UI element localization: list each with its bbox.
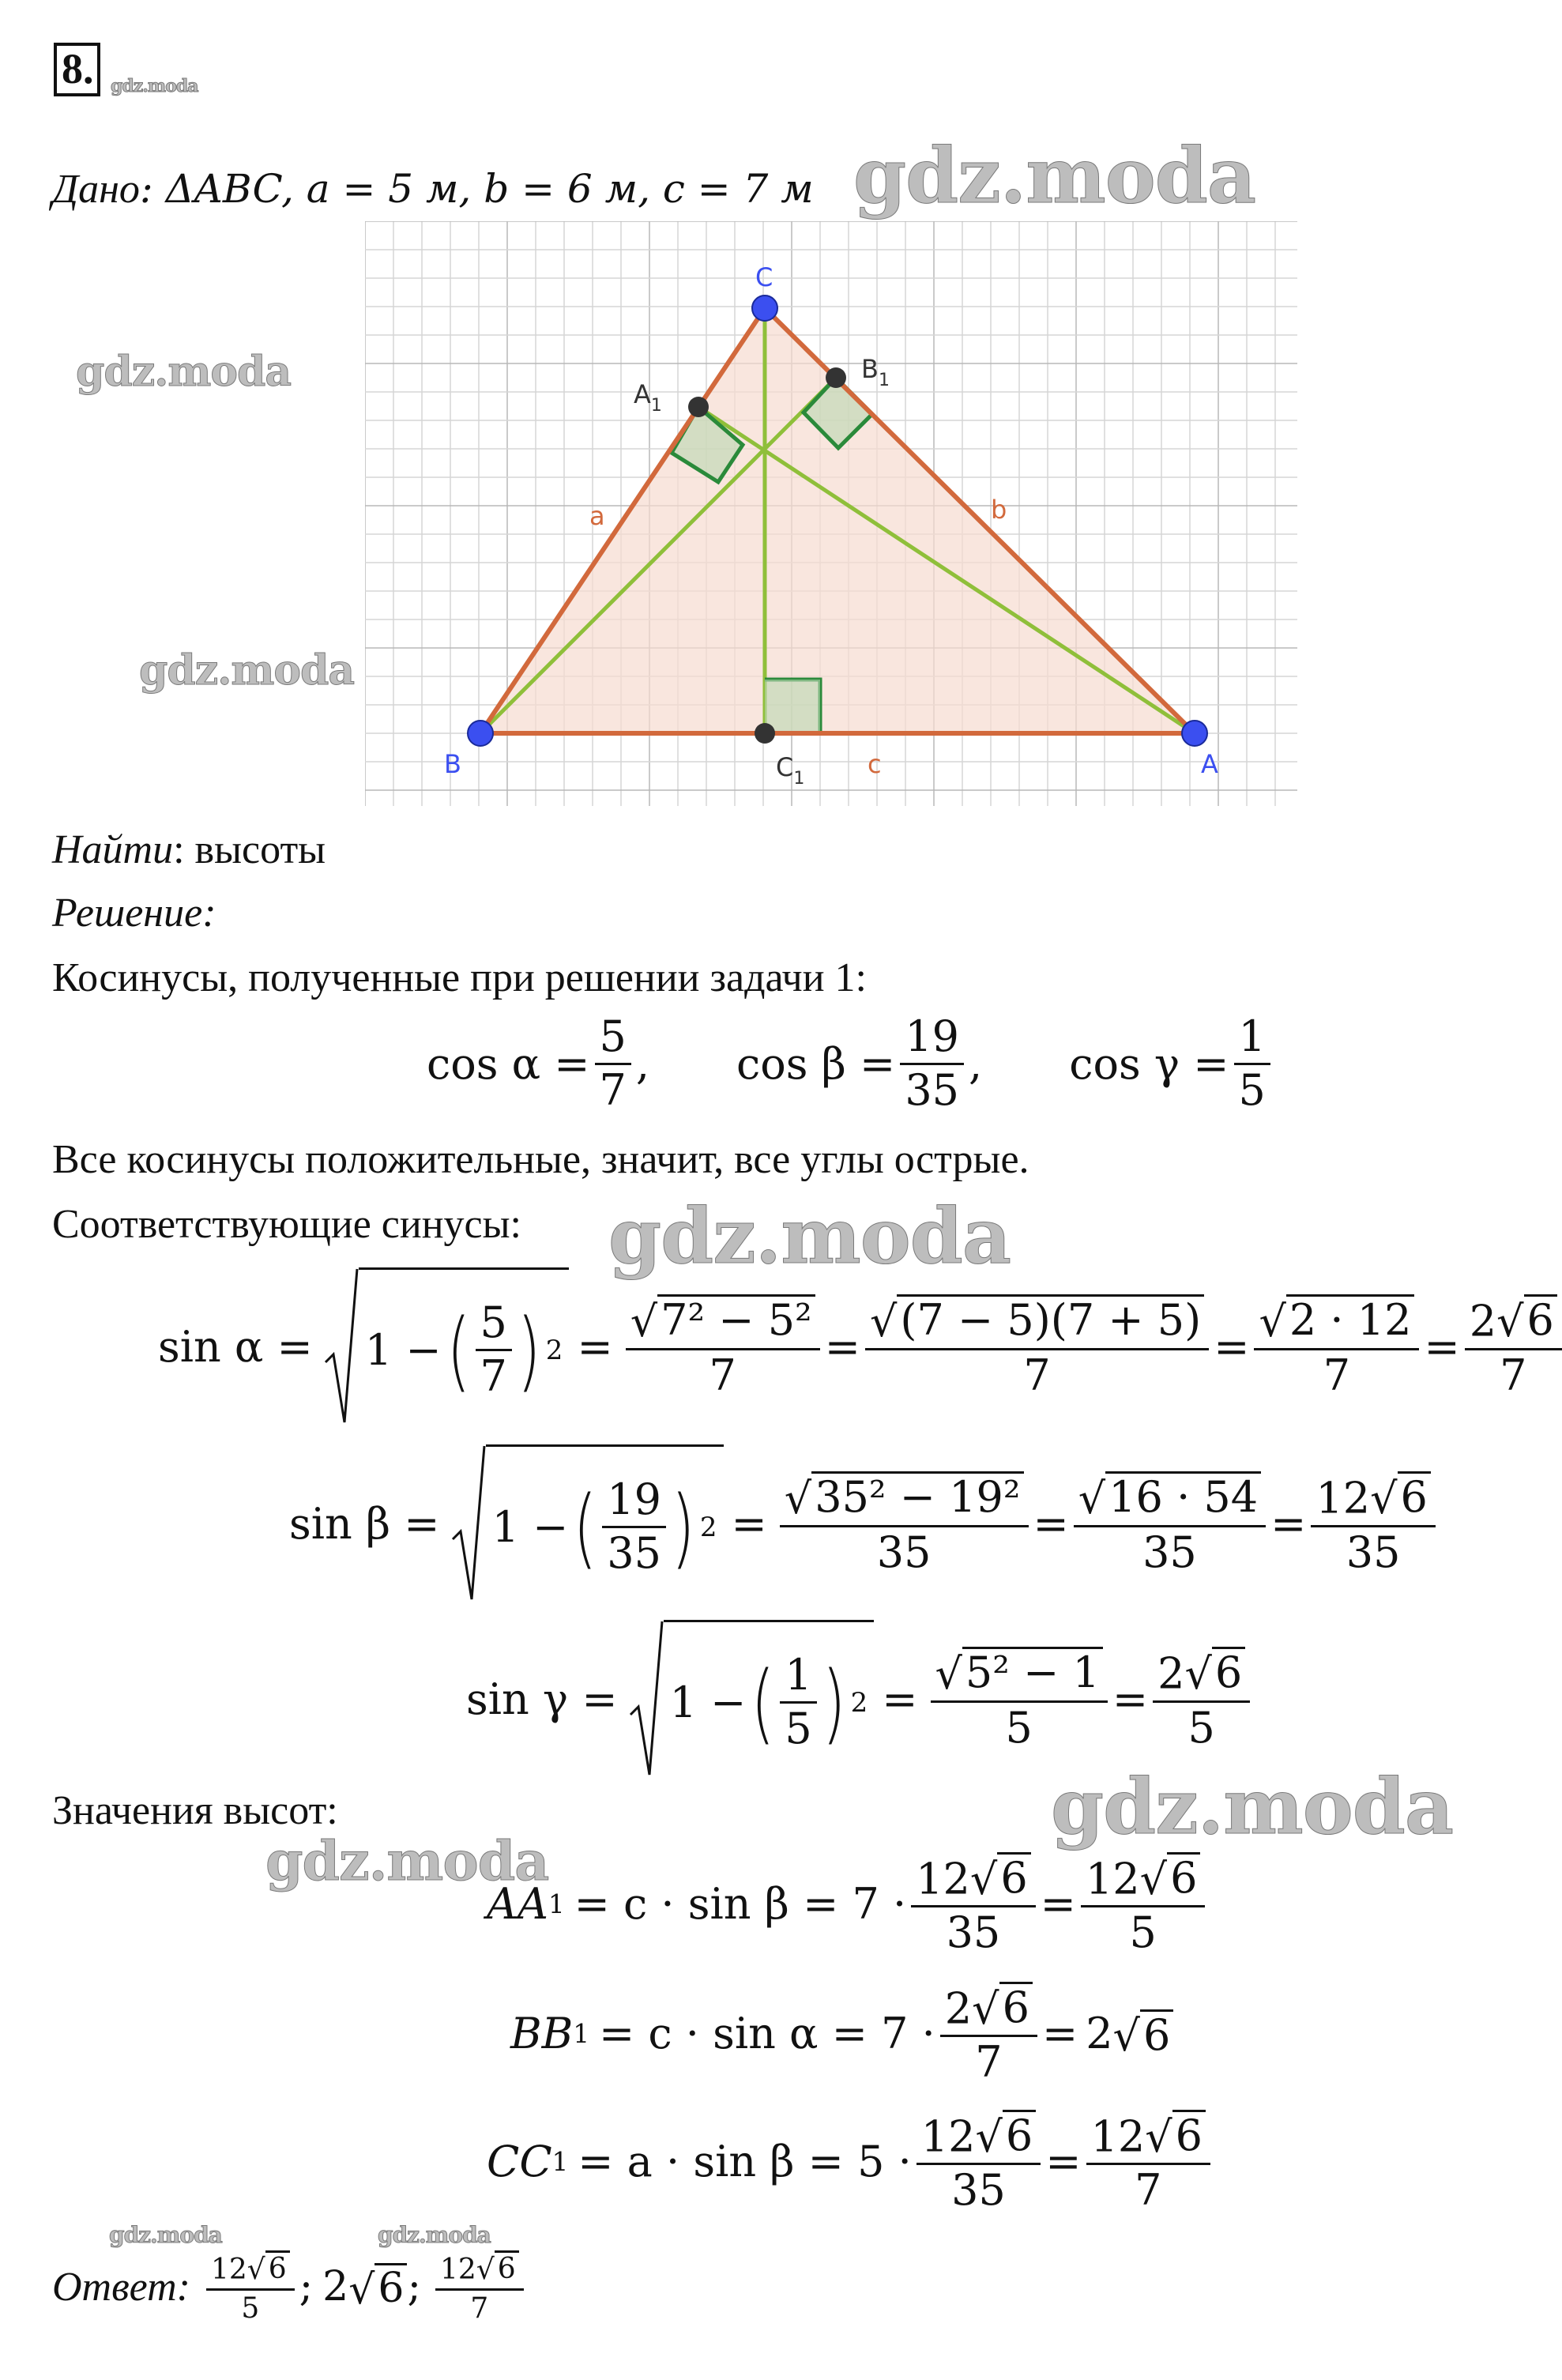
sin-alpha-row: sin α = 1 − ( $\frac{5}{7}$ ) 2 = √ 7² − 5² 7 = √ (7 − 5)(7 + 5) 7 = √ 2 · 12 7 = 2 √ 6 7	[158, 1267, 1562, 1425]
watermark: gdz.moda	[608, 1192, 1011, 1281]
height-CC1-row: CC 1 = a · sin β = 5 · 12 √ 6 35 = 12 √ 6 7	[487, 2110, 1215, 2213]
watermark: gdz.moda	[1051, 1762, 1454, 1851]
watermark: gdz.moda	[378, 2222, 491, 2248]
watermark: gdz.moda	[109, 2222, 222, 2248]
label-side-a: a	[589, 501, 605, 531]
sin-gamma-row: sin γ = 1 − ( $\frac{1}{5}$ ) 2 = √ 5² − 1 5 = 2 √ 6 5	[466, 1620, 1255, 1778]
sin-beta-row: sin β = 1 − ( $\frac{19}{35}$ ) 2 = √ 35² − 19² 35 = √ 16 · 54 35 = 12 √ 6 35	[289, 1444, 1440, 1602]
find-line	[52, 827, 326, 872]
point-B1	[826, 367, 846, 388]
cos-row	[427, 1011, 1275, 1115]
heights-intro: Значения высот:	[52, 1788, 338, 1833]
label-B: B	[444, 749, 461, 779]
label-side-c: c	[868, 749, 882, 779]
answer-label: Ответ:	[52, 2264, 190, 2310]
answer-row: Ответ: 12 √ 6 5 ; 2 √ 6 ; 12 √ 6 7	[52, 2250, 529, 2323]
label-C: C	[755, 262, 773, 292]
point-C1	[755, 723, 775, 744]
cos-gamma: cos γ = $\frac{1}{5}$	[1069, 1015, 1275, 1113]
cos-beta: cos β = $\frac{19}{35}$ ,	[736, 1011, 983, 1115]
label-side-b: b	[991, 495, 1007, 525]
triangle-figure	[365, 221, 1297, 806]
watermark: gdz.moda	[111, 76, 198, 96]
all-positive-text: Все косинусы положительные, значит, все углы острые.	[52, 1137, 1029, 1182]
watermark: gdz.moda	[139, 646, 355, 695]
vertex-C	[752, 296, 777, 321]
vertex-A	[1182, 721, 1207, 746]
cos-alpha: cos α = $\frac{5}{7}$ ,	[427, 1011, 650, 1115]
watermark: gdz.moda	[265, 1830, 549, 1893]
label-A: A	[1201, 749, 1218, 779]
right-angle-C1	[765, 680, 820, 733]
point-A1	[688, 397, 709, 417]
watermark: gdz.moda	[853, 131, 1256, 220]
cos-intro: Косинусы, полученные при решении задачи 1:	[52, 955, 867, 1000]
vertex-B	[468, 721, 493, 746]
given-label: Дано	[52, 167, 140, 212]
label-C1: $C_1$	[776, 752, 805, 789]
problem-number: 8.	[54, 43, 100, 96]
label-A1: $A_1$	[634, 379, 662, 416]
sines-intro: Соответствующие синусы:	[52, 1202, 521, 1247]
find-text: : высоты	[173, 827, 326, 872]
height-BB1-row: BB 1 = c · sin α = 7 · 2 √ 6 7 = 2 √ 6	[510, 1982, 1173, 2085]
watermark: gdz.moda	[76, 348, 292, 396]
label-B1: $B_1$	[861, 354, 890, 390]
given-line	[52, 166, 814, 212]
find-label: Найти	[52, 827, 174, 872]
given-text: : ΔABC, a = 5 м, b = 6 м, c = 7 м	[139, 166, 814, 212]
height-AA1-row: AA 1 = c · sin β = 7 · 12 √ 6 35 = 12 √ 6 5	[487, 1852, 1210, 1956]
solution-label: Решение:	[52, 891, 216, 936]
